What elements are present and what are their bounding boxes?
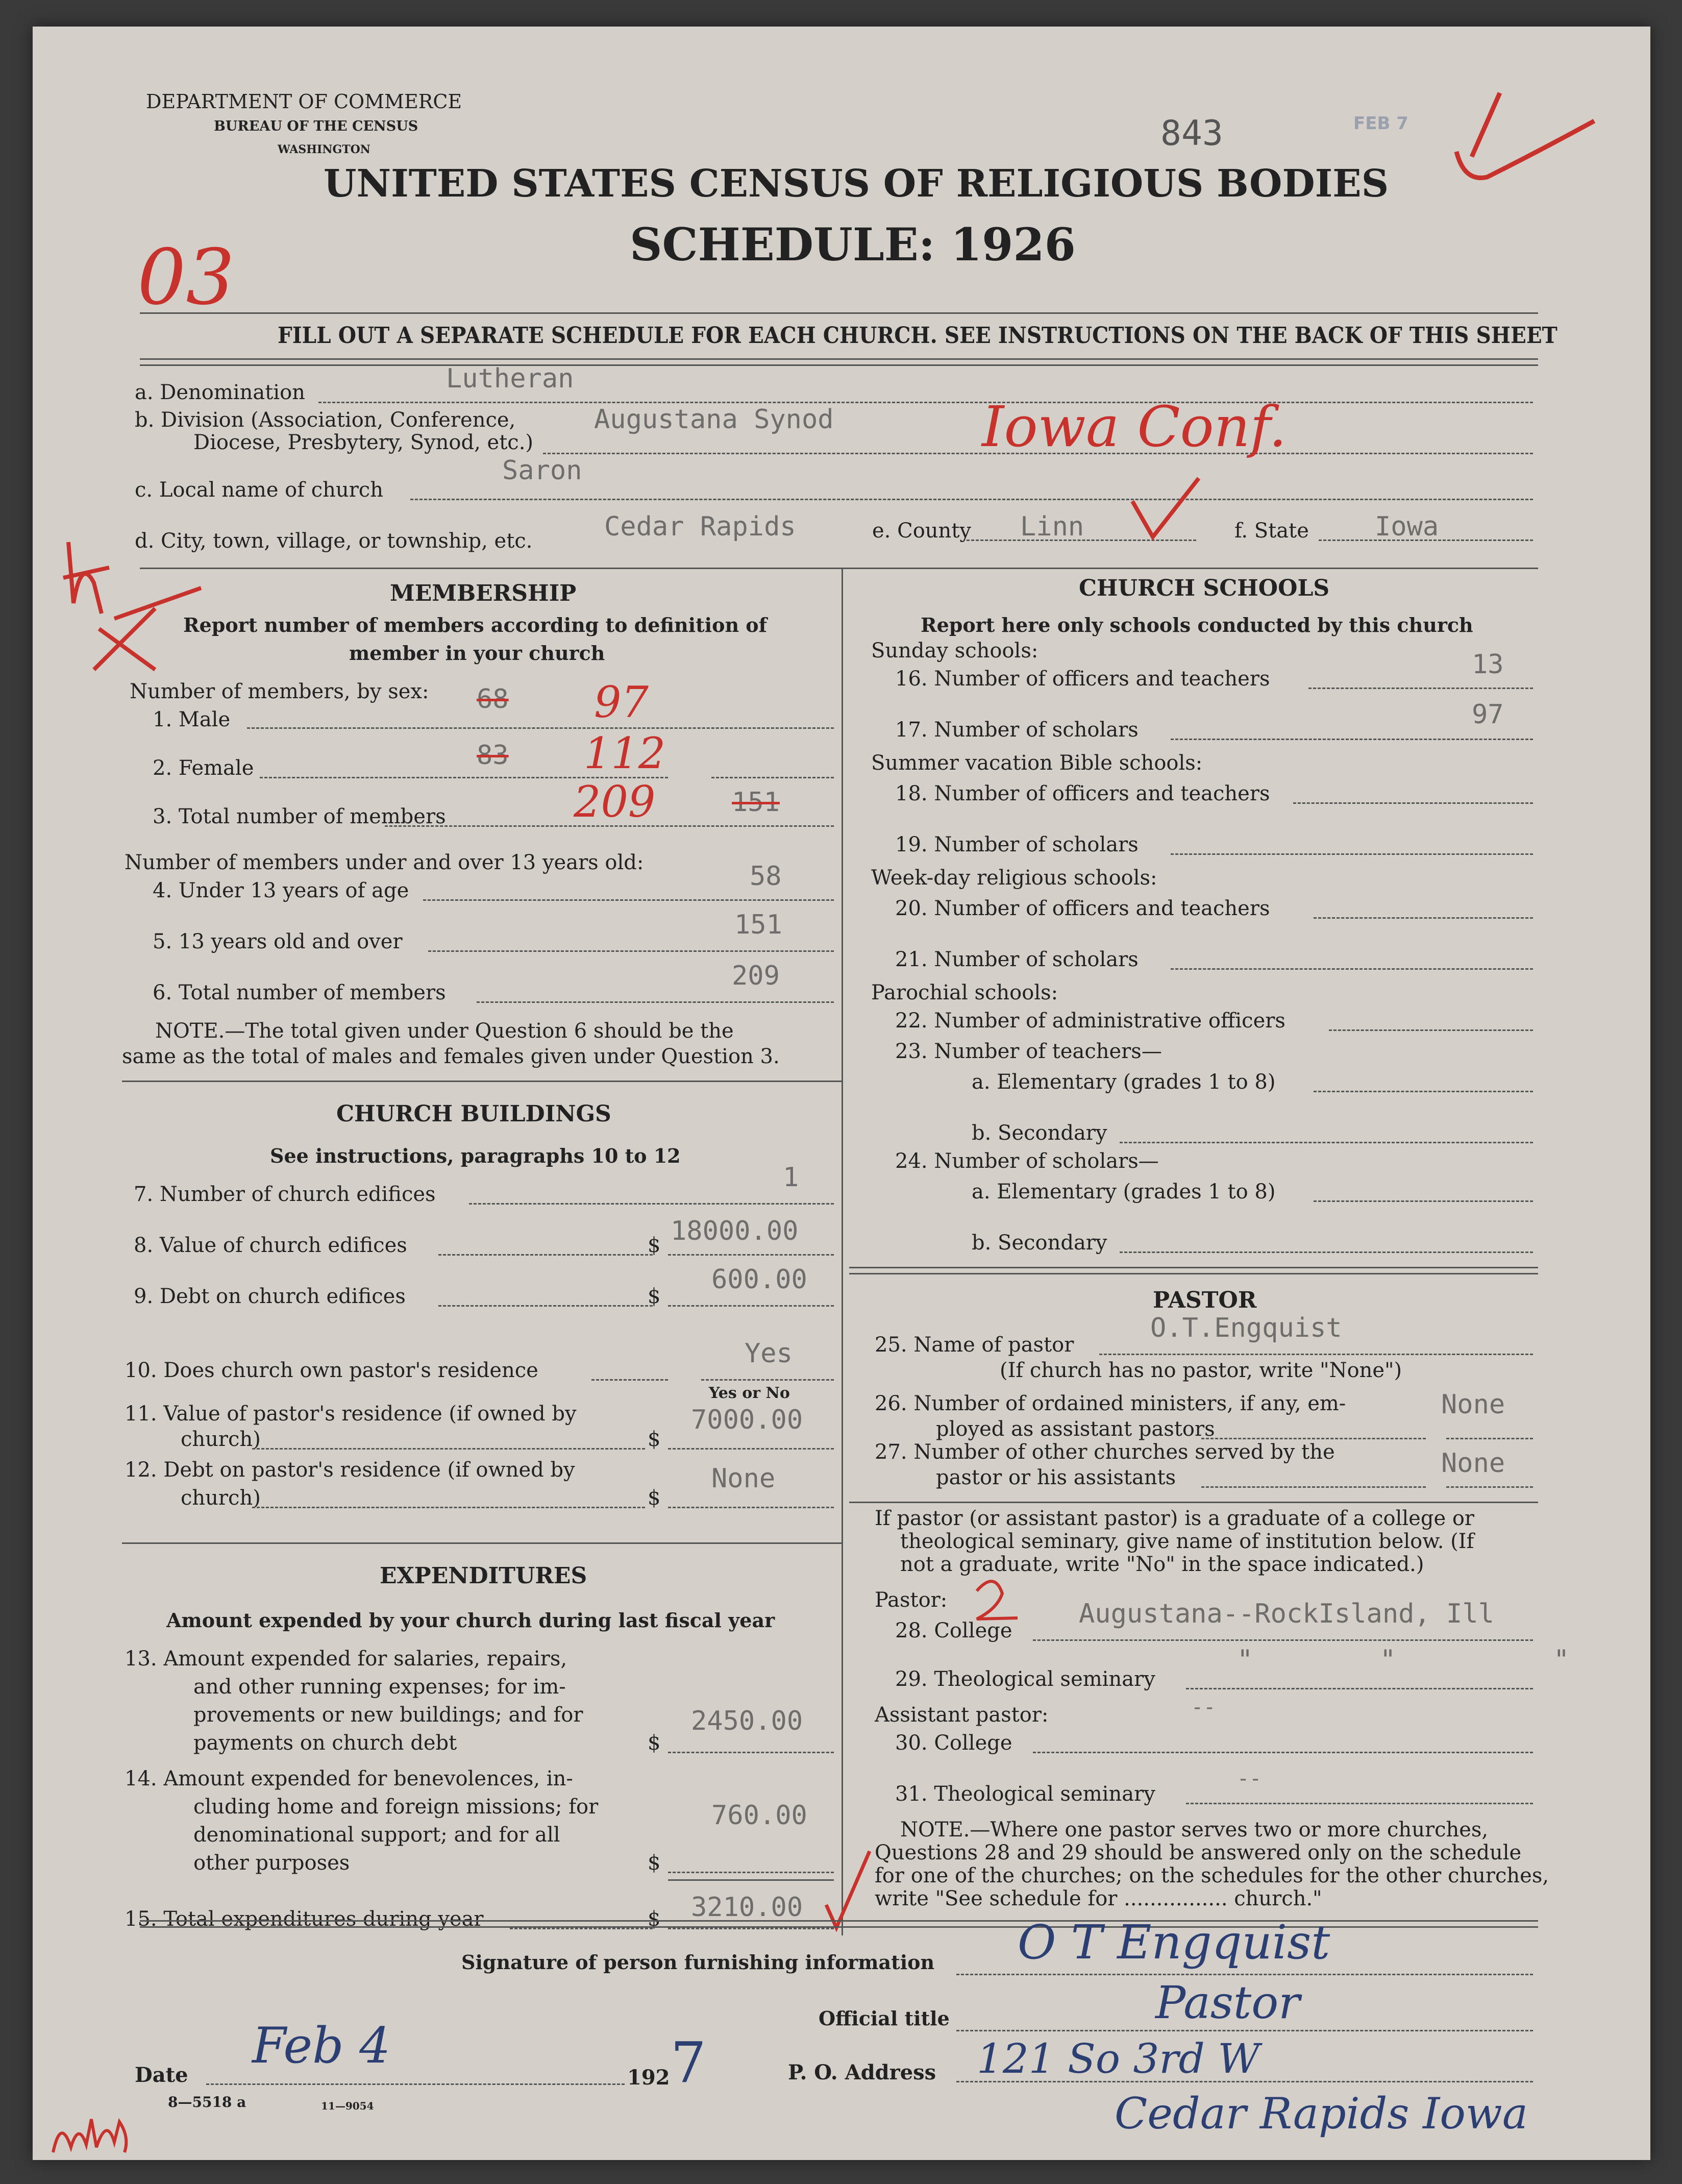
q27-value: None <box>1441 1448 1505 1479</box>
red-check-county <box>1125 471 1206 552</box>
state-label: f. State <box>1234 519 1309 543</box>
department-label: DEPARTMENT OF COMMERCE <box>146 90 462 113</box>
graduate-note-1: If pastor (or assistant pastor) is a graduate of a college or <box>875 1507 1475 1530</box>
male-typed-value: 68 <box>477 684 509 715</box>
local-name-line <box>410 499 1533 500</box>
sunday-schools-heading: Sunday schools: <box>871 639 1038 662</box>
q10-line <box>591 1379 668 1381</box>
signature-label: Signature of person furnishing information <box>461 1951 935 1974</box>
age-heading: Number of members under and over 13 years old: <box>125 851 644 874</box>
q24a-label: a. Elementary (grades 1 to 8) <box>972 1180 1276 1204</box>
city-label: d. City, town, village, or township, etc. <box>135 529 533 553</box>
q2-female-label: 2. Female <box>153 756 254 780</box>
q11-dollar: $ <box>648 1428 661 1451</box>
local-name-label: c. Local name of church <box>135 478 383 502</box>
total-typed-value: 151 <box>732 787 780 818</box>
form-number: 843 <box>1160 113 1223 154</box>
male-handwritten: 97 <box>594 677 649 727</box>
q5-over13-label: 5. 13 years old and over <box>153 930 403 953</box>
q14-line-2: cluding home and foreign missions; for <box>193 1795 599 1819</box>
q9-value: 600.00 <box>711 1264 807 1295</box>
date-line <box>206 2083 625 2085</box>
divider-schools-2 <box>849 1273 1538 1274</box>
q12-line <box>252 1507 645 1508</box>
q22-line <box>1329 1029 1533 1031</box>
bureau-label: BUREAU OF THE CENSUS <box>214 118 418 134</box>
red-scribble-bottom <box>43 2106 155 2163</box>
q24b-label: b. Secondary <box>972 1231 1107 1255</box>
q28-label: 28. College <box>895 1619 1012 1642</box>
q4-line <box>423 899 834 901</box>
divider-under-banner-2 <box>140 364 1538 366</box>
q1-line <box>247 727 834 729</box>
signature-value: O T Engquist <box>1018 1915 1330 1970</box>
county-label: e. County <box>872 519 971 543</box>
q25-value: O.T.Engquist <box>1150 1313 1342 1343</box>
summer-schools-heading: Summer vacation Bible schools: <box>871 751 1203 775</box>
schools-subtitle: Report here only schools conducted by this church <box>921 614 1473 636</box>
po-address-label: P. O. Address <box>788 2060 936 2084</box>
year-digit: 7 <box>671 2030 706 2095</box>
q16-value: 13 <box>1472 649 1504 680</box>
q15-line <box>510 1928 653 1929</box>
q7-value: 1 <box>783 1162 799 1193</box>
q9-amount-line <box>668 1305 834 1307</box>
po-address-value-2: Cedar Rapids Iowa <box>1115 2089 1528 2139</box>
pastor-note-3: for one of the churches; on the schedules for the other churches, <box>875 1864 1549 1887</box>
q24-label: 24. Number of scholars— <box>895 1149 1159 1173</box>
q28-line <box>1033 1639 1533 1641</box>
q23-label: 23. Number of teachers— <box>895 1040 1162 1063</box>
year-prefix: 192 <box>627 2066 670 2090</box>
q29-label: 29. Theological seminary <box>895 1667 1155 1691</box>
q14-dollar: $ <box>648 1851 661 1875</box>
q12-value: None <box>711 1463 776 1494</box>
red-check-mark <box>1441 75 1604 203</box>
weekday-schools-heading: Week-day religious schools: <box>871 866 1157 890</box>
q26-label-1: 26. Number of ordained ministers, if any, em- <box>875 1392 1346 1415</box>
q30-dash-value: -- <box>1191 1696 1216 1719</box>
q13-amount-line <box>668 1752 834 1753</box>
form-title: UNITED STATES CENSUS OF RELIGIOUS BODIES <box>324 162 1389 206</box>
q15-label: 15. Total expenditures during year <box>125 1907 484 1931</box>
q13-line-3: provements or new buildings; and for <box>193 1703 583 1727</box>
q21-label: 21. Number of scholars <box>895 948 1139 971</box>
q17-value: 97 <box>1472 699 1504 730</box>
membership-note-2: same as the total of males and females given under Question 3. <box>122 1045 780 1068</box>
q8-dollar: $ <box>648 1234 661 1257</box>
expenditures-subtitle: Amount expended by your church during last fiscal year <box>166 1609 775 1632</box>
q20-line <box>1314 917 1533 919</box>
column-divider <box>842 568 843 1935</box>
q30-label: 30. College <box>895 1731 1012 1755</box>
buildings-title: CHURCH BUILDINGS <box>336 1101 611 1127</box>
q11-value: 7000.00 <box>691 1405 803 1435</box>
q23a-label: a. Elementary (grades 1 to 8) <box>972 1070 1276 1094</box>
q26-value: None <box>1441 1389 1505 1420</box>
red-numeral-annotation <box>967 1573 1023 1624</box>
q7-line <box>469 1203 834 1205</box>
q9-label: 9. Debt on church edifices <box>134 1285 406 1308</box>
q29-ditto-1: " <box>1237 1645 1253 1675</box>
q12-amount-line <box>668 1507 834 1508</box>
q7-label: 7. Number of church edifices <box>134 1183 436 1206</box>
divider-top <box>140 312 1538 314</box>
q11-label-2: church) <box>181 1428 261 1451</box>
graduate-note-2: theological seminary, give name of institution below. (If <box>900 1530 1474 1553</box>
q31-label: 31. Theological seminary <box>895 1782 1155 1806</box>
received-stamp: FEB 7 <box>1353 113 1408 134</box>
q16-line <box>1308 688 1533 689</box>
divider-under-banner-1 <box>140 358 1538 360</box>
city-label: WASHINGTON <box>278 143 370 156</box>
under13-value: 58 <box>750 861 782 892</box>
date-label: Date <box>135 2063 188 2087</box>
q5-line <box>428 950 834 952</box>
q15-amount-line <box>668 1928 834 1929</box>
division-label: b. Division (Association, Conference, <box>135 408 516 432</box>
denomination-value: Lutheran <box>446 363 574 394</box>
q23a-line <box>1314 1091 1533 1092</box>
q9-line <box>438 1305 653 1307</box>
city-value: Cedar Rapids <box>604 511 796 542</box>
divider-schools-1 <box>849 1267 1538 1268</box>
census-form-sheet <box>33 27 1650 2160</box>
graduate-note-3: not a graduate, write "No" in the space indicated.) <box>900 1553 1424 1576</box>
total-handwritten: 209 <box>574 777 656 827</box>
q1-male-label: 1. Male <box>153 708 231 731</box>
division-label-2: Diocese, Presbytery, Synod, etc.) <box>193 431 534 454</box>
q12-label-1: 12. Debt on pastor's residence (if owned by <box>125 1458 575 1482</box>
q19-label: 19. Number of scholars <box>895 833 1139 856</box>
q6-total-value: 209 <box>732 961 780 991</box>
q14-value: 760.00 <box>711 1800 807 1831</box>
assistant-pastor-label: Assistant pastor: <box>875 1703 1049 1727</box>
q17-line <box>1171 739 1533 740</box>
q25-label: 25. Name of pastor <box>875 1333 1074 1357</box>
buildings-subtitle: See instructions, paragraphs 10 to 12 <box>270 1144 681 1167</box>
divider-identity <box>140 568 1538 569</box>
q21-line <box>1171 968 1533 970</box>
q31-line <box>1186 1803 1533 1804</box>
q13-dollar: $ <box>648 1731 661 1755</box>
q8-line <box>438 1254 653 1256</box>
q17-label: 17. Number of scholars <box>895 718 1139 742</box>
divider-pastor <box>849 1502 1538 1503</box>
q24a-line <box>1314 1200 1533 1202</box>
q18-line <box>1293 802 1533 804</box>
q3-total-label: 3. Total number of members <box>153 805 446 828</box>
red-check-total <box>819 1844 880 1935</box>
division-handwritten: Iowa Conf. <box>982 394 1287 459</box>
q23b-line <box>1120 1142 1533 1143</box>
membership-subtitle-2: member in your church <box>349 642 605 665</box>
pastor-note-4: write "See schedule for ................ church." <box>875 1887 1322 1910</box>
denomination-label: a. Denomination <box>135 381 305 404</box>
female-typed-value: 83 <box>477 740 509 771</box>
q9-dollar: $ <box>648 1285 661 1308</box>
q6-line <box>477 1001 834 1003</box>
female-handwritten: 112 <box>584 728 666 778</box>
q27-line <box>1201 1486 1426 1488</box>
q2-line-right <box>711 777 834 778</box>
q23b-label: b. Secondary <box>972 1121 1107 1145</box>
pastor-note-2: Questions 28 and 29 should be answered only on the schedule <box>875 1841 1522 1864</box>
q10-value: Yes <box>745 1338 793 1369</box>
parochial-schools-heading: Parochial schools: <box>871 981 1058 1004</box>
membership-title: MEMBERSHIP <box>390 580 577 606</box>
q13-value: 2450.00 <box>691 1706 803 1736</box>
instruction-banner: FILL OUT A SEPARATE SCHEDULE FOR EACH CHURCH. SEE INSTRUCTIONS ON THE BACK OF THIS SHEET <box>278 323 1557 349</box>
official-title-line <box>956 2030 1533 2031</box>
q19-line <box>1171 853 1533 855</box>
q13-line-2: and other running expenses; for im- <box>193 1675 566 1699</box>
divider-membership <box>122 1081 842 1082</box>
print-code: 11—9054 <box>321 2100 374 2112</box>
q25-line <box>1099 1354 1533 1355</box>
q10-label: 10. Does church own pastor's residence <box>125 1359 538 1382</box>
q28-value: Augustana--RockIsland, Ill <box>1079 1599 1494 1629</box>
denomination-line <box>318 402 1533 403</box>
q24b-line <box>1120 1251 1533 1253</box>
q25-hint: (If church has no pastor, write "None") <box>1000 1359 1402 1382</box>
q11-line <box>252 1448 645 1450</box>
q12-label-2: church) <box>181 1486 261 1510</box>
q31-dash-value: -- <box>1237 1767 1262 1790</box>
q6-total-label: 6. Total number of members <box>153 981 446 1004</box>
expenditures-title: EXPENDITURES <box>380 1563 587 1589</box>
pastor-note-1: NOTE.—Where one pastor serves two or more churches, <box>900 1818 1489 1842</box>
signature-line <box>956 1974 1533 1975</box>
q8-label: 8. Value of church edifices <box>134 1234 407 1257</box>
local-name-value: Saron <box>502 455 582 486</box>
q10-answer-line <box>701 1379 834 1381</box>
q29-ditto-3: " <box>1553 1645 1570 1675</box>
q14-line-3: denominational support; and for all <box>193 1823 560 1847</box>
state-value: Iowa <box>1375 511 1439 542</box>
q22-label: 22. Number of administrative officers <box>895 1009 1285 1033</box>
q13-line-4: payments on church debt <box>193 1731 457 1755</box>
official-title-value: Pastor <box>1155 1976 1300 2029</box>
q26-answer-line <box>1446 1438 1533 1439</box>
members-by-sex-label: Number of members, by sex: <box>130 680 429 703</box>
q15-value: 3210.00 <box>691 1892 803 1923</box>
q20-label: 20. Number of officers and teachers <box>895 897 1270 920</box>
q14-sum-rule <box>668 1879 834 1881</box>
over13-value: 151 <box>734 910 782 940</box>
q18-label: 18. Number of officers and teachers <box>895 782 1270 805</box>
q11-amount-line <box>668 1448 834 1450</box>
q8-value: 18000.00 <box>671 1216 799 1246</box>
q26-line <box>1201 1438 1426 1439</box>
red-margin-marks <box>53 527 216 680</box>
division-value: Augustana Synod <box>594 404 834 435</box>
q14-line-1: 14. Amount expended for benevolences, in- <box>125 1767 573 1790</box>
q14-amount-line <box>668 1872 834 1873</box>
po-address-value-1: 121 So 3rd W <box>977 2035 1260 2082</box>
official-title-label: Official title <box>819 2007 950 2030</box>
form-code: 8—5518 a <box>168 2094 246 2111</box>
q11-label-1: 11. Value of pastor's residence (if owned by <box>125 1402 577 1426</box>
q29-line <box>1186 1688 1533 1689</box>
q13-line-1: 13. Amount expended for salaries, repairs, <box>125 1647 567 1671</box>
county-value: Linn <box>1020 511 1084 542</box>
date-value: Feb 4 <box>252 2017 391 2074</box>
q26-label-2: ployed as assistant pastors <box>936 1417 1215 1441</box>
schools-title: CHURCH SCHOOLS <box>1079 575 1330 601</box>
q15-dollar: $ <box>648 1907 661 1931</box>
q10-hint: Yes or No <box>709 1384 790 1402</box>
q27-label-1: 27. Number of other churches served by the <box>875 1440 1335 1464</box>
pastor-sub-label: Pastor: <box>875 1588 948 1612</box>
q27-answer-line <box>1446 1486 1533 1488</box>
q8-amount-line <box>668 1254 834 1256</box>
pastor-title: PASTOR <box>1153 1287 1257 1313</box>
q12-dollar: $ <box>648 1486 661 1510</box>
schedule-title: SCHEDULE: 1926 <box>630 218 1076 271</box>
q30-line <box>1033 1752 1533 1753</box>
q4-under13-label: 4. Under 13 years of age <box>153 879 409 902</box>
divider-buildings <box>122 1542 842 1544</box>
red-code-annotation: 03 <box>137 233 235 322</box>
membership-note-1: NOTE.—The total given under Question 6 should be the <box>155 1019 734 1043</box>
q14-line-4: other purposes <box>193 1851 350 1875</box>
membership-subtitle-1: Report number of members according to definition of <box>183 614 767 636</box>
q29-ditto-2: " <box>1380 1645 1396 1675</box>
q16-label: 16. Number of officers and teachers <box>895 667 1270 691</box>
q27-label-2: pastor or his assistants <box>936 1466 1176 1489</box>
